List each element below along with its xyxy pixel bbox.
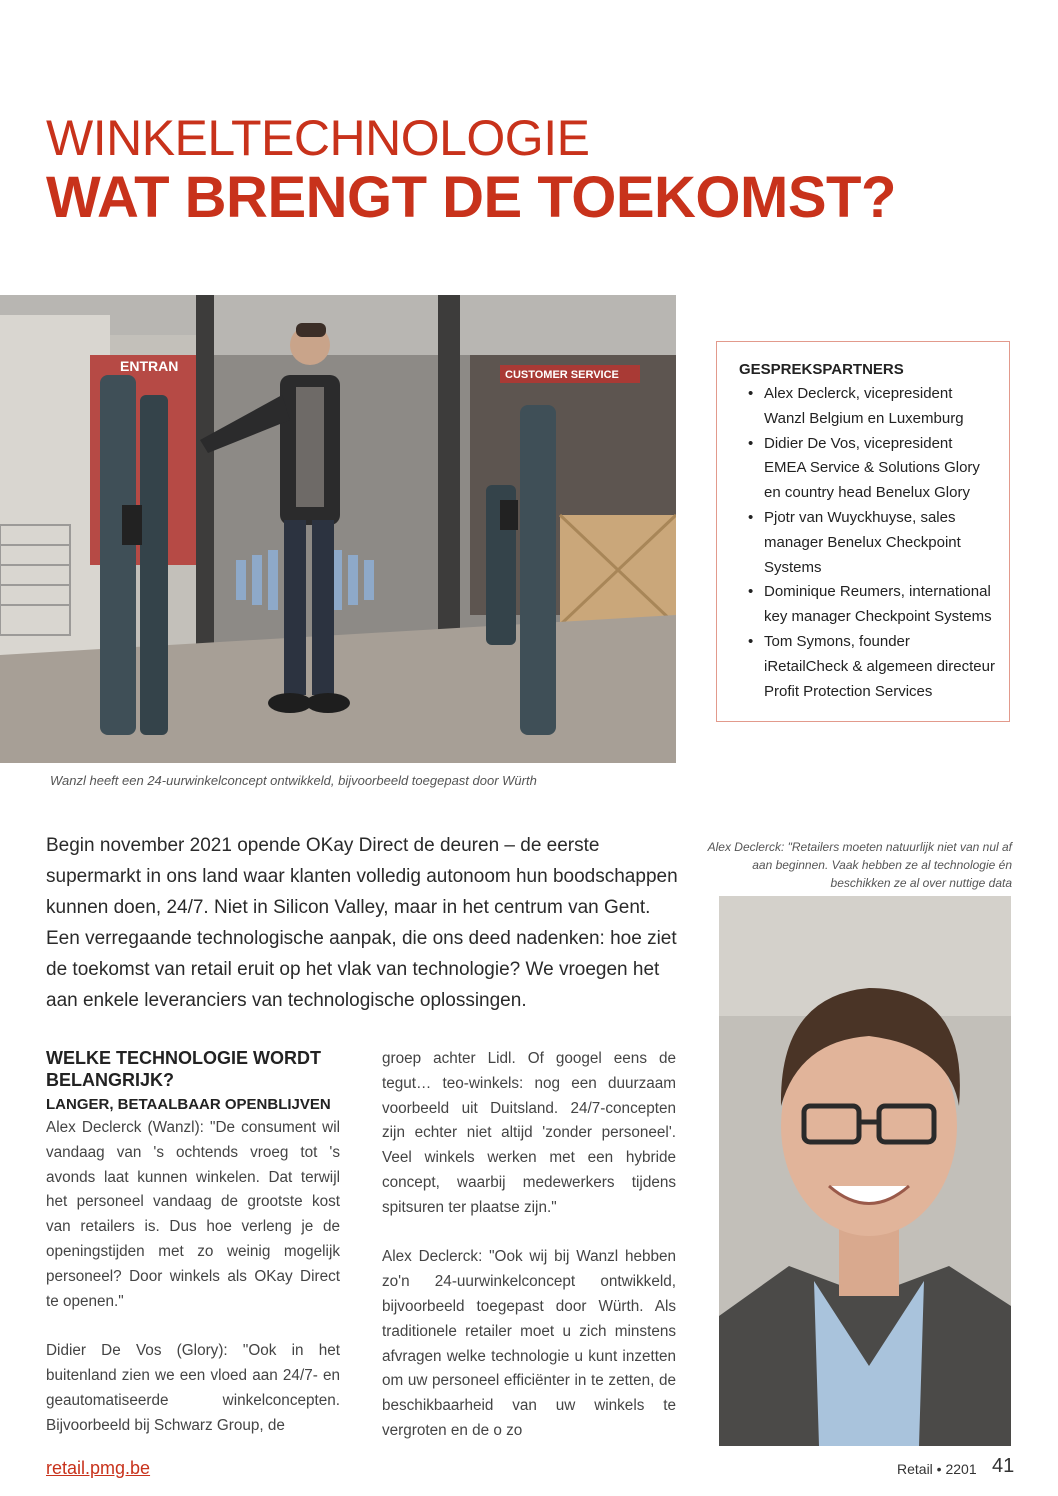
section-heading: WELKE TECHNOLOGIE WORDT BELANGRIJK? (46, 1048, 321, 1090)
article-headline: WAT BRENGT DE TOEKOMST? (46, 165, 896, 230)
partners-list (739, 382, 995, 704)
partner-item: • Didier De Vos, vicepresident EMEA Service & Solutions Glory en country head Benelux Glory (739, 432, 995, 506)
service-sign: CUSTOMER SERVICE (505, 369, 619, 381)
footer-website-link[interactable]: retail.pmg.be (46, 1458, 151, 1478)
body-paragraph: Didier De Vos (Glory): "Ook in het buitenland zien we een vloed aan 24/7- en geautomatiseerde winkelconcepten. Bijvoorbeeld bij Schwarz Group, de (46, 1342, 340, 1434)
body-paragraph: Alex Declerck: "Ook wij bij Wanzl hebben zo'n 24-uurwinkelconcept ontwikkeld, bijvoorbeeld toegepast door Würth. Als traditionele retailer moet u zich minstens afvragen welke technologie u kunt inzetten om uw personeel efficiënter in te zetten, de beschikbaarheid van uw winkels te vergroten en de o zo (382, 1248, 676, 1439)
article-column-1 (46, 1047, 340, 1463)
intro-paragraph: Begin november 2021 opende OKay Direct de deuren – de eerste supermarkt in ons land waar klanten volledig autonoom hun boodschappen kunnen doen, 24/7. Niet in Silicon Valley, maar in het centrum van Gent. Een verregaande technologische aanpak, die ons deed nadenken: hoe ziet de toekomst van retail eruit op het vlak van technologie? We vroegen het aan enkele leveranciers van technologische oplossingen. (46, 835, 678, 1011)
partners-title: GESPREKSPARTNERS (739, 361, 904, 378)
photo-caption: Wanzl heeft een 24-uurwinkelconcept ontwikkeld, bijvoorbeeld toegepast door Würth (50, 773, 537, 788)
footer-issue: Retail • 2201 (897, 1461, 977, 1477)
body-paragraph: groep achter Lidl. Of googel eens de tegut… teo-winkels: nog een duurzaam voorbeeld uit Duitsland. 24/7-concepten zijn echter niet altijd 'zonder personeel'. Veel winkels werken met een hybride concept, waarbij medewerkers tijdens spitsuren ter plaatse zijn." (382, 1050, 676, 1216)
portrait-photo (719, 896, 1011, 1446)
entrance-sign: ENTRAN (120, 358, 179, 374)
portrait-caption: Alex Declerck: "Retailers moeten natuurlijk niet van nul af aan beginnen. Vaak hebben ze al technologie én beschikken ze al over nuttige data (707, 840, 1012, 890)
partners-box (716, 341, 1010, 722)
main-photo (0, 295, 676, 763)
body-paragraph: Alex Declerck (Wanzl): "De consument wil vandaag van 's ochtends vroeg tot 's avonds laat kunnen winkelen. Dat terwijl het personeel vandaag de grootste kost van retailers is. Dus hoe verleng je de openingstijden met zo weinig mogelijk personeel? Door winkels als OKay Direct te openen." (46, 1119, 340, 1310)
page-number: 41 (992, 1455, 1015, 1477)
section-kicker: WINKELTECHNOLOGIE (46, 110, 590, 166)
section-subheading: LANGER, BETAALBAAR OPENBLIJVEN (46, 1096, 331, 1113)
article-column-2 (382, 1047, 676, 1469)
partner-item: • Alex Declerck, vicepresident Wanzl Belgium en Luxemburg (739, 382, 995, 432)
partner-item: • Dominique Reumers, international key manager Checkpoint Systems (739, 580, 995, 630)
partner-item: • Tom Symons, founder iRetailCheck & algemeen directeur Profit Protection Services (739, 630, 995, 704)
partner-item: • Pjotr van Wuyckhuyse, sales manager Benelux Checkpoint Systems (739, 506, 995, 580)
